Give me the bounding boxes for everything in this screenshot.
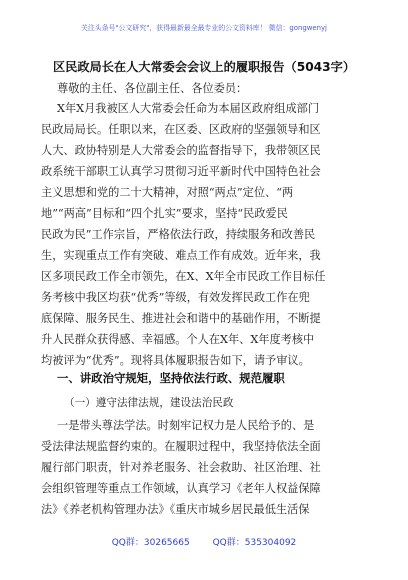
document-title: 区民政局长在人大常委会会议上的履职报告（5043字） (52, 60, 356, 74)
subsection-heading: （一）遵守法律法规，建设法治民政 (64, 397, 234, 409)
footer (0, 535, 408, 548)
paragraph-line: 主义思想和党的二十大精神，对照“两点”定位、“两 (41, 186, 294, 199)
top-banner: 关注头条号"公文研究"，获得最新最全最专业的公文资料库！ 微信：gongwenyj (81, 24, 327, 32)
paragraph-line: 地”“两高”目标和“四个扎实”要求，坚持“民政爱民 (41, 207, 288, 220)
paragraph-line: 法》《养老机构管理办法》《重庆市城乡居民最低生活保 (41, 503, 310, 516)
greeting: 尊敬的主任、各位副主任、各位委员： (57, 82, 248, 95)
paragraph-line: X年X月我被区人大常委会任命为本届区政府组成部门 (57, 102, 320, 115)
section-paragraph (41, 418, 363, 523)
footer-qq-group-2: QQ群：535304092 (212, 538, 297, 548)
paragraph-line: 底保障、服务民生、推进社会和谐中的基础作用，不断提 (41, 312, 321, 325)
paragraph-line: 民政为民”工作宗旨，严格依法行政，持续服务和改善民 (41, 228, 316, 241)
paragraph-line: 人大、政协特别是人大常委会的监督指导下，我带领区民 (41, 144, 321, 157)
paragraph-line: 均被评为“优秀”。现将具体履职报告如下，请予审议。 (41, 354, 310, 367)
paragraph-line: 受法律法规监督约束的。在履职过程中，我坚持依法全面 (41, 440, 321, 453)
paragraph-line: 务考核中我区均获“优秀”等级，有效发挥民政工作在兜 (41, 291, 310, 304)
footer-qq-group-1: QQ群：30265665 (111, 538, 190, 548)
paragraph-line: 民政局局长。任职以来，在区委、区政府的坚强领导和区 (41, 123, 321, 136)
paragraph-line: 区多项民政工作全市领先，在X、X年全市民政工作目标任 (41, 270, 326, 283)
paragraph-line: 履行部门职责，针对养老服务、社会救助、社区治理、社 (41, 461, 321, 474)
paragraph-line: 政系统干部职工认真学习贯彻习近平新时代中国特色社会 (41, 165, 321, 178)
paragraph-line: 生，实现重点工作有突破、难点工作有成效。近年来，我 (41, 249, 321, 262)
paragraph-line: 升人民群众获得感、幸福感。个人在X年、X年度考核中 (41, 333, 315, 346)
intro-paragraph (41, 101, 363, 374)
paragraph-line: 一是带头尊法学法。时刻牢记权力是人民给予的、是 (57, 419, 315, 432)
paragraph-line: 会组织管理等重点工作领域，认真学习《老年人权益保障 (41, 482, 321, 495)
section-heading: 一、讲政治守规矩，坚持依法行政、规范履职 (57, 371, 285, 385)
